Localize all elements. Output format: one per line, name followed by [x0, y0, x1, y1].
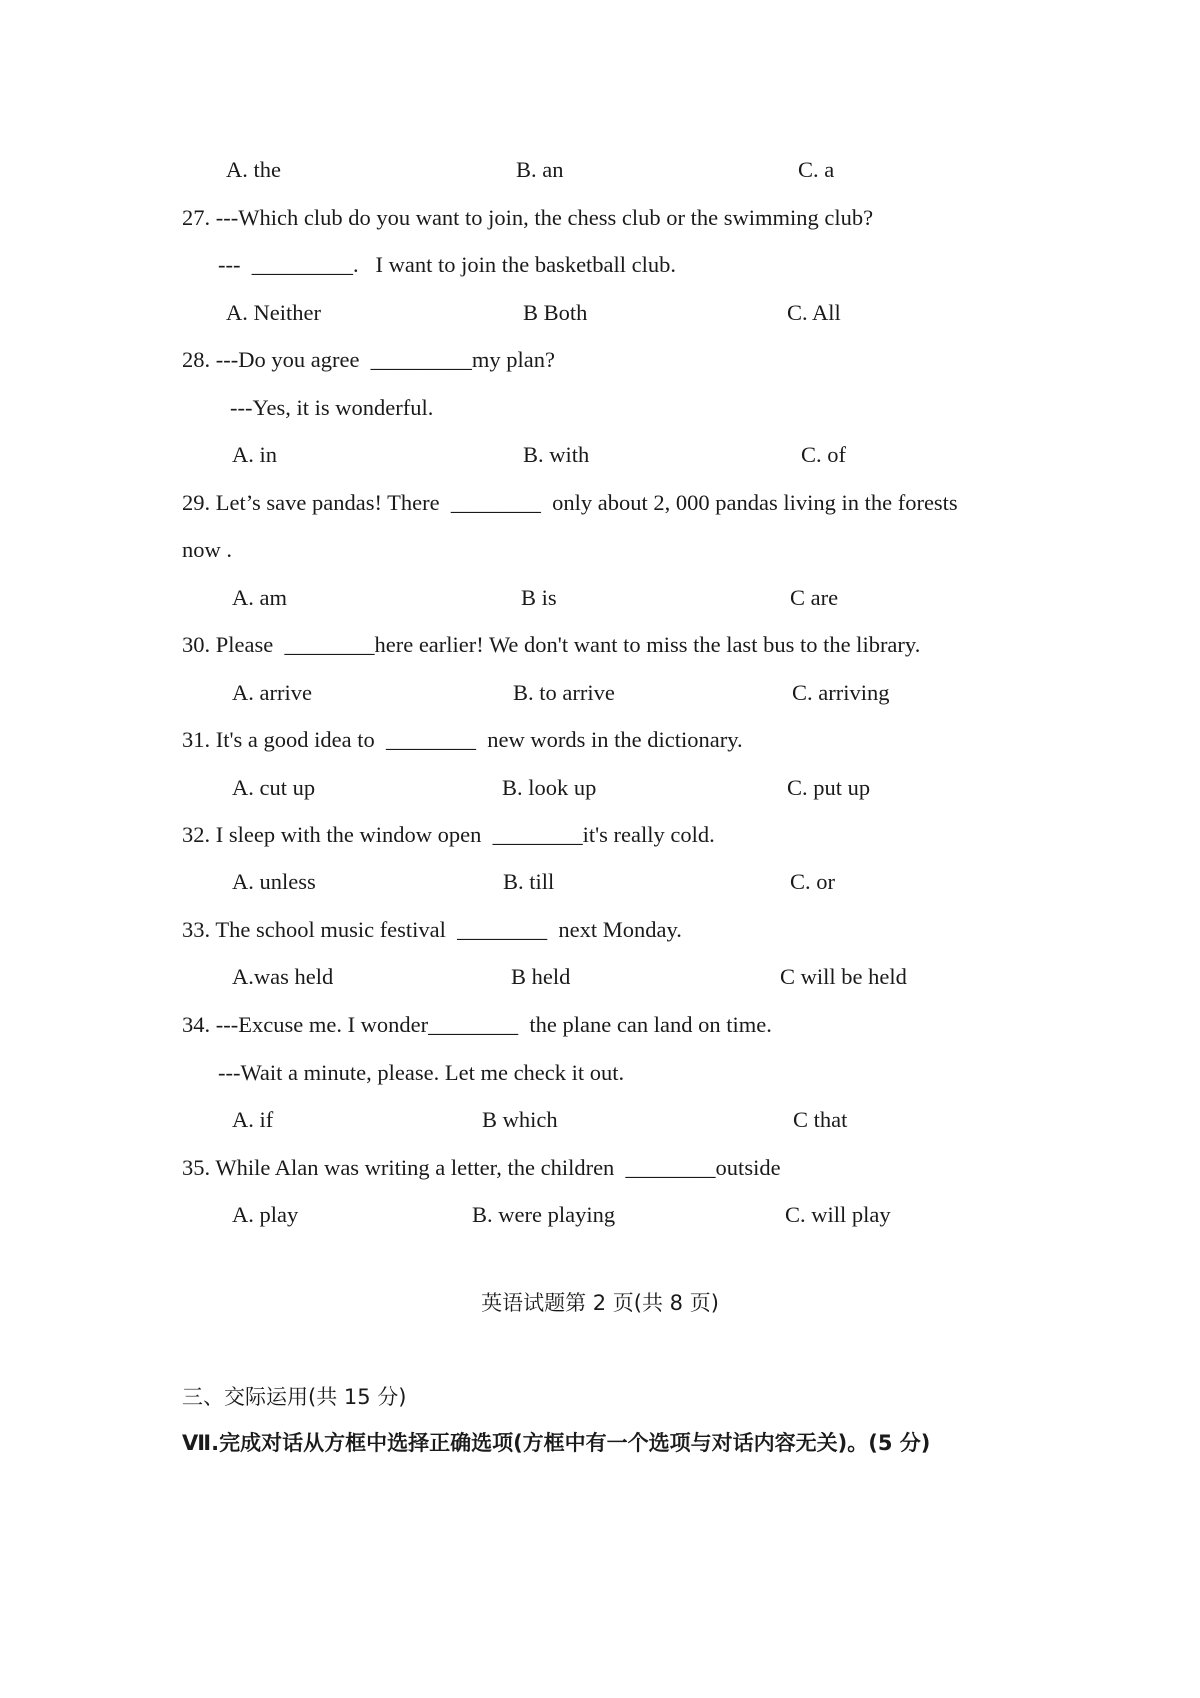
q28-option-c: C. of — [801, 442, 846, 467]
q31-option-b: B. look up — [502, 775, 597, 800]
q33-option-a: A.was held — [232, 964, 334, 989]
q30-stem: 30. Please ________here earlier! We don't want to miss the last bus to the library. — [182, 632, 921, 657]
q32-option-b: B. till — [503, 869, 555, 894]
q33-option-c: C will be held — [780, 964, 907, 989]
q35-stem: 35. While Alan was writing a letter, the children ________outside — [182, 1155, 781, 1180]
q26-option-b: B. an — [516, 157, 564, 182]
section-3-title: 三、交际运用(共 15 分) — [182, 1385, 407, 1409]
q28-option-a: A. in — [232, 442, 277, 467]
q34-option-c: C that — [793, 1107, 848, 1132]
q31-option-a: A. cut up — [232, 775, 316, 800]
q29-option-c: C are — [790, 585, 839, 610]
page-footer: 英语试题第 2 页(共 8 页) — [481, 1291, 719, 1315]
q30-option-c: C. arriving — [792, 680, 890, 705]
q29-option-b: B is — [521, 585, 557, 610]
q27-option-c: C. All — [787, 300, 841, 325]
q31-option-c: C. put up — [787, 775, 871, 800]
q34-option-b: B which — [482, 1107, 558, 1132]
q28-sub: ---Yes, it is wonderful. — [230, 395, 434, 420]
q35-option-c: C. will play — [785, 1202, 891, 1227]
q33-stem: 33. The school music festival ________ next Monday. — [182, 917, 682, 942]
part-7-instructions: Ⅶ.完成对话从方框中选择正确选项(方框中有一个选项与对话内容无关)。(5 分) — [182, 1431, 931, 1455]
q27-option-b: B Both — [523, 300, 588, 325]
q26-option-a: A. the — [226, 157, 281, 182]
q34-sub: ---Wait a minute, please. Let me check it out. — [218, 1060, 625, 1085]
q27-sub: --- _________. I want to join the basketball club. — [218, 252, 677, 277]
q29-stem: 29. Let’s save pandas! There ________ only about 2, 000 pandas living in the forests — [182, 490, 958, 515]
q30-option-b: B. to arrive — [513, 680, 615, 705]
q35-option-a: A. play — [232, 1202, 299, 1227]
q34-option-a: A. if — [232, 1107, 274, 1132]
q29-option-a: A. am — [232, 585, 287, 610]
q33-option-b: B held — [511, 964, 571, 989]
q27-stem: 27. ---Which club do you want to join, the chess club or the swimming club? — [182, 205, 874, 230]
q32-stem: 32. I sleep with the window open ________it's really cold. — [182, 822, 715, 847]
q27-option-a: A. Neither — [226, 300, 321, 325]
q28-stem: 28. ---Do you agree _________my plan? — [182, 347, 556, 372]
q35-option-b: B. were playing — [472, 1202, 616, 1227]
q30-option-a: A. arrive — [232, 680, 312, 705]
q31-stem: 31. It's a good idea to ________ new words in the dictionary. — [182, 727, 743, 752]
q29-stem-continued: now . — [182, 537, 232, 562]
q34-stem: 34. ---Excuse me. I wonder________ the plane can land on time. — [182, 1012, 772, 1037]
q32-option-c: C. or — [790, 869, 835, 894]
q26-option-c: C. a — [798, 157, 835, 182]
q28-option-b: B. with — [523, 442, 590, 467]
q32-option-a: A. unless — [232, 869, 316, 894]
